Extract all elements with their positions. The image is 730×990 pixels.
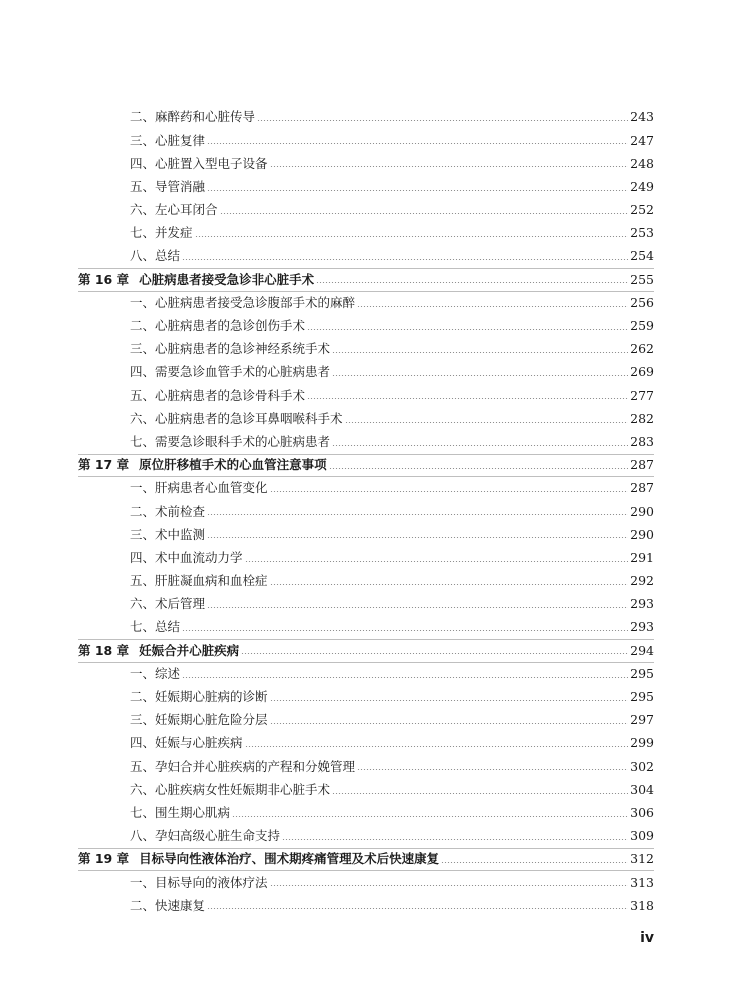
dot-leader: [207, 537, 628, 538]
table-of-contents: [78, 106, 654, 918]
entry-page-number: 293: [630, 596, 654, 612]
toc-section-entry[interactable]: [78, 477, 654, 500]
entry-title: 四、术中血流动力学: [130, 549, 243, 565]
entry-title: 八、孕妇高级心脏生命支持: [130, 828, 281, 844]
entry-title: 二、术前检查: [130, 503, 206, 519]
toc-section-entry[interactable]: [78, 871, 654, 894]
dot-leader: [220, 213, 629, 214]
toc-section-entry[interactable]: [78, 245, 654, 268]
toc-section-entry[interactable]: [78, 570, 654, 593]
entry-title: 二、妊娠期心脏病的诊断: [130, 689, 268, 705]
toc-section-entry[interactable]: [78, 199, 654, 222]
entry-page-number: 243: [630, 109, 654, 125]
entry-page-number: 292: [630, 573, 654, 589]
toc-chapter-entry[interactable]: [78, 454, 654, 477]
dot-leader: [257, 120, 628, 121]
dot-leader: [245, 561, 629, 562]
entry-title: 妊娠合并心脏疾病: [139, 642, 240, 658]
dot-leader: [241, 653, 628, 654]
dot-leader: [270, 885, 629, 886]
entry-title: 六、心脏疾病女性妊娠期非心脏手术: [130, 781, 331, 797]
entry-title: 一、目标导向的液体疗法: [130, 874, 268, 890]
page-number: iv: [640, 930, 654, 946]
entry-page-number: 293: [630, 619, 654, 635]
toc-section-entry[interactable]: [78, 222, 654, 245]
entry-title: 目标导向性液体治疗、围术期疼痛管理及术后快速康复: [139, 851, 440, 867]
entry-title: 一、肝病患者心血管变化: [130, 480, 268, 496]
entry-page-number: 254: [630, 248, 654, 264]
toc-section-entry[interactable]: [78, 894, 654, 917]
entry-title: 二、麻醉药和心脏传导: [130, 109, 256, 125]
dot-leader: [182, 630, 628, 631]
entry-page-number: 277: [630, 387, 654, 403]
entry-page-number: 318: [630, 897, 654, 913]
entry-page-number: 309: [630, 828, 654, 844]
entry-page-number: 297: [630, 712, 654, 728]
entry-title: 八、总结: [130, 248, 181, 264]
entry-title: 四、心脏置入型电子设备: [130, 155, 268, 171]
entry-title: 五、导管消融: [130, 178, 206, 194]
toc-section-entry[interactable]: [78, 106, 654, 129]
entry-page-number: 252: [630, 202, 654, 218]
dot-leader: [207, 514, 628, 515]
entry-title: 三、心脏复律: [130, 132, 206, 148]
entry-title: 二、快速康复: [130, 897, 206, 913]
entry-page-number: 253: [630, 225, 654, 241]
dot-leader: [357, 769, 628, 770]
toc-section-entry[interactable]: [78, 292, 654, 315]
toc-section-entry[interactable]: [78, 384, 654, 407]
toc-section-entry[interactable]: [78, 338, 654, 361]
toc-section-entry[interactable]: [78, 152, 654, 175]
entry-page-number: 290: [630, 526, 654, 542]
dot-leader: [332, 445, 628, 446]
chapter-number: 第 16 章: [78, 271, 130, 287]
toc-section-entry[interactable]: [78, 407, 654, 430]
entry-page-number: 295: [630, 665, 654, 681]
entry-title: 七、围生期心肌病: [130, 804, 231, 820]
entry-page-number: 295: [630, 689, 654, 705]
toc-section-entry[interactable]: [78, 176, 654, 199]
entry-page-number: 312: [630, 851, 654, 867]
entry-title: 心脏病患者接受急诊非心脏手术: [139, 271, 315, 287]
entry-page-number: 290: [630, 503, 654, 519]
entry-title: 原位肝移植手术的心血管注意事项: [139, 457, 327, 473]
entry-page-number: 287: [630, 457, 654, 473]
entry-title: 六、心脏病患者的急诊耳鼻咽喉科手术: [130, 410, 343, 426]
dot-leader: [441, 862, 628, 863]
entry-page-number: 313: [630, 874, 654, 890]
entry-title: 五、心脏病患者的急诊骨科手术: [130, 387, 306, 403]
dot-leader: [307, 329, 628, 330]
entry-page-number: 255: [630, 271, 654, 287]
entry-title: 五、孕妇合并心脏疾病的产程和分娩管理: [130, 758, 356, 774]
entry-page-number: 287: [630, 480, 654, 496]
entry-title: 七、并发症: [130, 225, 193, 241]
toc-section-entry[interactable]: [78, 686, 654, 709]
chapter-number: 第 18 章: [78, 642, 130, 658]
entry-page-number: 282: [630, 410, 654, 426]
dot-leader: [329, 468, 629, 469]
toc-chapter-entry[interactable]: [78, 639, 654, 662]
entry-title: 三、妊娠期心脏危险分层: [130, 712, 268, 728]
dot-leader: [270, 166, 629, 167]
dot-leader: [207, 190, 628, 191]
entry-title: 一、综述: [130, 665, 181, 681]
entry-page-number: 291: [630, 549, 654, 565]
entry-page-number: 283: [630, 433, 654, 449]
entry-title: 五、肝脏凝血病和血栓症: [130, 573, 268, 589]
entry-title: 三、心脏病患者的急诊神经系统手术: [130, 341, 331, 357]
dot-leader: [270, 723, 629, 724]
entry-page-number: 299: [630, 735, 654, 751]
dot-leader: [332, 352, 628, 353]
dot-leader: [245, 746, 629, 747]
entry-title: 六、左心耳闭合: [130, 202, 218, 218]
entry-title: 一、心脏病患者接受急诊腹部手术的麻醉: [130, 294, 356, 310]
dot-leader: [332, 375, 628, 376]
entry-page-number: 248: [630, 155, 654, 171]
entry-title: 七、需要急诊眼科手术的心脏病患者: [130, 433, 331, 449]
dot-leader: [282, 839, 628, 840]
entry-page-number: 269: [630, 364, 654, 380]
dot-leader: [195, 236, 629, 237]
toc-section-entry[interactable]: [78, 732, 654, 755]
chapter-number: 第 19 章: [78, 851, 130, 867]
entry-title: 三、术中监测: [130, 526, 206, 542]
entry-page-number: 249: [630, 178, 654, 194]
dot-leader: [332, 793, 628, 794]
entry-title: 七、总结: [130, 619, 181, 635]
toc-section-entry[interactable]: [78, 361, 654, 384]
toc-section-entry[interactable]: [78, 663, 654, 686]
toc-chapter-entry[interactable]: [78, 268, 654, 291]
entry-page-number: 294: [630, 642, 654, 658]
entry-title: 六、术后管理: [130, 596, 206, 612]
toc-section-entry[interactable]: [78, 547, 654, 570]
toc-section-entry[interactable]: [78, 616, 654, 639]
dot-leader: [207, 908, 628, 909]
dot-leader: [182, 677, 628, 678]
toc-section-entry[interactable]: [78, 755, 654, 778]
entry-page-number: 247: [630, 132, 654, 148]
dot-leader: [270, 584, 629, 585]
entry-title: 四、妊娠与心脏疾病: [130, 735, 243, 751]
toc-section-entry[interactable]: [78, 778, 654, 801]
entry-title: 四、需要急诊血管手术的心脏病患者: [130, 364, 331, 380]
dot-leader: [345, 422, 629, 423]
toc-section-entry[interactable]: [78, 431, 654, 454]
dot-leader: [357, 306, 628, 307]
toc-section-entry[interactable]: [78, 315, 654, 338]
toc-section-entry[interactable]: [78, 802, 654, 825]
dot-leader: [316, 282, 628, 283]
dot-leader: [207, 143, 628, 144]
entry-page-number: 256: [630, 294, 654, 310]
entry-page-number: 262: [630, 341, 654, 357]
dot-leader: [207, 607, 628, 608]
toc-section-entry[interactable]: [78, 523, 654, 546]
chapter-number: 第 17 章: [78, 457, 130, 473]
entry-page-number: 259: [630, 318, 654, 334]
dot-leader: [232, 816, 628, 817]
toc-section-entry[interactable]: [78, 825, 654, 848]
dot-leader: [270, 491, 629, 492]
dot-leader: [270, 700, 629, 701]
toc-section-entry[interactable]: [78, 129, 654, 152]
entry-page-number: 304: [630, 781, 654, 797]
toc-section-entry[interactable]: [78, 593, 654, 616]
dot-leader: [182, 259, 628, 260]
entry-page-number: 306: [630, 804, 654, 820]
dot-leader: [307, 398, 628, 399]
toc-section-entry[interactable]: [78, 500, 654, 523]
toc-chapter-entry[interactable]: [78, 848, 654, 871]
entry-page-number: 302: [630, 758, 654, 774]
entry-title: 二、心脏病患者的急诊创伤手术: [130, 318, 306, 334]
toc-section-entry[interactable]: [78, 709, 654, 732]
